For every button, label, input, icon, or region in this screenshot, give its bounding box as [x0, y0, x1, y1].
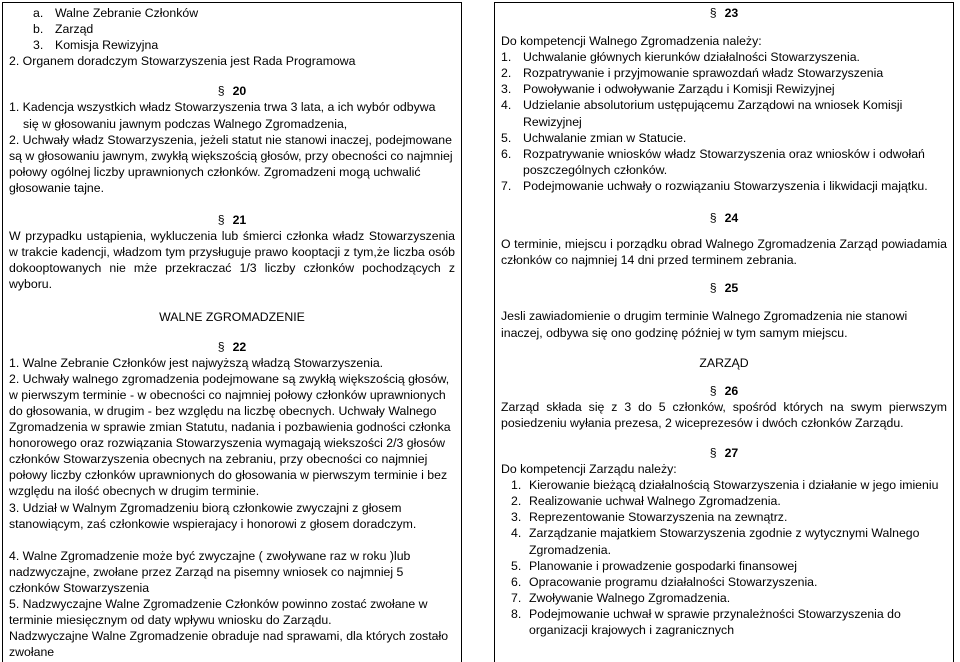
list-item: b. Zarząd: [33, 22, 94, 37]
paragraph: Do kompetencji Zarządu należy:: [501, 462, 677, 477]
list-item: 7. Podejmowanie uchwały o rozwiązaniu Stowarzyszenia i likwidacji majątku.: [501, 178, 928, 193]
paragraph: Jesli zawiadomienie o drugim terminie Walnego Zgromadzenia nie stanowi inaczej, odbywa się ono godzinę później w tym samym miejscu.: [501, 309, 908, 340]
section-heading-21: § 21: [217, 213, 247, 228]
chapter-heading: ZARZĄD: [699, 355, 749, 370]
left-column: [2, 2, 462, 662]
paragraph: Do kompetencji Walnego Zgromadzenia należy:: [501, 34, 762, 49]
section-heading-23: § 23: [709, 6, 739, 20]
chapter-heading: WALNE ZGROMADZENIE: [159, 309, 305, 324]
list-item: 6. Rozpatrywanie wniosków władz Stowarzyszenia oraz wniosków i odwołań poszczególnych członków.: [501, 146, 925, 177]
paragraph: Zarząd składa się z 3 do 5 członków, spośród których na swym pierwszym posiedzeniu wyłania prezesa, 2 wiceprezesów i dwóch członków Zarządu.: [501, 399, 947, 430]
paragraph: 2. Uchwały władz Stowarzyszenia, jeżeli statut nie stanowi inaczej, podejmowane są w głosowaniu jawnym, zwykłą większością głosów, przy obecności co najmniej połowy ogólnej liczby uprawnionych członków. Zgromadzeni mogą uchwalić głosowanie tajne.: [9, 132, 453, 195]
paragraph: 5. Nadzwyczajne Walne Zgromadzenie Członków powinno zostać zwołane w terminie miesięcznym od daty wpływu wniosku do Zarządu.: [9, 597, 428, 628]
paragraph: 2. Uchwały walnego zgromadzenia podejmowane są zwykłą większością głosów, w pierwszym terminie - w obecności co najmniej połowy członków uprawnionych do głosowania, w drugim - bez względu na liczbę obecnych. Uchwały Walnego Zgromadzenia w sprawie zmian Statutu, nadania i pozbawienia godności członka honorowego oraz rozwiązania Stowarzyszenia wymagają wiekszości 2/3 głosów członków Stowarzyszenia obecnych na zebraniu, przy obecności co najmniej połowy liczby członków uprawnionych do głosowania w pierwszym terminie i bez względu na ilość obecnych w drugim terminie.: [9, 371, 451, 499]
section-heading-24: § 24: [709, 211, 739, 226]
section-heading-25: § 25: [709, 281, 739, 296]
list-item: 1. Uchwalanie głównych kierunków działalności Stowarzyszenia.: [501, 50, 860, 65]
list-item: 5. Planowanie i prowadzenie gospodarki finansowej: [511, 558, 797, 573]
paragraph: się w głosowaniu jawnym podczas Walnego Zgromadzenia,: [23, 116, 348, 131]
section-heading-27: § 27: [709, 445, 739, 460]
list-item: 7. Zwoływanie Walnego Zgromadzenia.: [511, 590, 731, 605]
section-heading-26: § 26: [709, 383, 739, 398]
list-item: 4. Zarządzanie majatkiem Stowarzyszenia zgodnie z wytycznymi Walnego Zgromadzenia.: [511, 526, 920, 557]
list-item: 2. Realizowanie uchwał Walnego Zgromadzenia.: [511, 494, 781, 509]
paragraph: 2. Organem doradczym Stowarzyszenia jest Rada Programowa: [9, 54, 356, 69]
right-column: [494, 2, 954, 662]
list-item: 2. Rozpatrywanie i przyjmowanie sprawozdań władz Stowarzyszenia: [501, 66, 884, 81]
section-heading-20: § 20: [217, 84, 247, 99]
list-item: 4. Udzielanie absolutorium ustępującemu Zarządowi na wniosek Komisji Rewizyjnej: [501, 98, 903, 129]
list-item: 3. Reprezentowanie Stowarzyszenia na zewnątrz.: [511, 510, 788, 525]
list-item: 6. Opracowanie programu działalności Stowarzyszenia.: [511, 574, 818, 589]
paragraph: 1. Kadencja wszystkich władz Stowarzyszenia trwa 3 lata, a ich wybór odbywa: [9, 100, 436, 115]
list-item: a. Walne Zebranie Członków: [33, 6, 199, 20]
paragraph: 1. Walne Zebranie Członków jest najwyższą władzą Stowarzyszenia.: [9, 355, 384, 370]
paragraph: 3. Udział w Walnym Zgromadzeniu biorą członkowie zwyczajni z głosem stanowiącym, zaś członkowie wspierajacy i honorowi z głosem doradczym.: [9, 500, 417, 531]
paragraph: W przypadku ustąpienia, wykluczenia lub śmierci członka władz Stowarzyszenia w trakcie kadencji, władzom tym przysługuje prawo kooptacji z tym,że liczba osób dokooptowanych nie mże przekraczać 1/3 liczby członków pochodzących z wyboru.: [9, 229, 455, 292]
paragraph: Nadzwyczajne Walne Zgromadzenie obraduje nad sprawami, dla których zostało zwołane: [9, 629, 449, 660]
section-heading-22: § 22: [217, 339, 247, 354]
paragraph: 4. Walne Zgromadzenie może być zwyczajne ( zwoływane raz w roku )lub nadzwyczajne, zwołane przez Zarząd na pisemny wniosek co najmniej 5 członków Stowarzyszenia: [9, 548, 411, 595]
list-item: 8. Podejmowanie uchwał w sprawie przynależności Stowarzyszenia do organizacji krajowych i zagranicznych: [511, 606, 901, 637]
list-item: 1. Kierowanie bieżącą działalnością Stowarzyszenia i działanie w jego imieniu: [511, 478, 939, 493]
paragraph: O terminie, miejscu i porządku obrad Walnego Zgromadzenia Zarząd powiadamia członków co najmniej 14 dni przed terminem zebrania.: [501, 237, 947, 268]
list-item: 5. Uchwalanie zmian w Statucie.: [501, 130, 687, 145]
list-item: 3. Powoływanie i odwoływanie Zarządu i Komisji Rewizyjnej: [501, 82, 835, 97]
list-item: 3. Komisja Rewizyjna: [33, 38, 159, 53]
